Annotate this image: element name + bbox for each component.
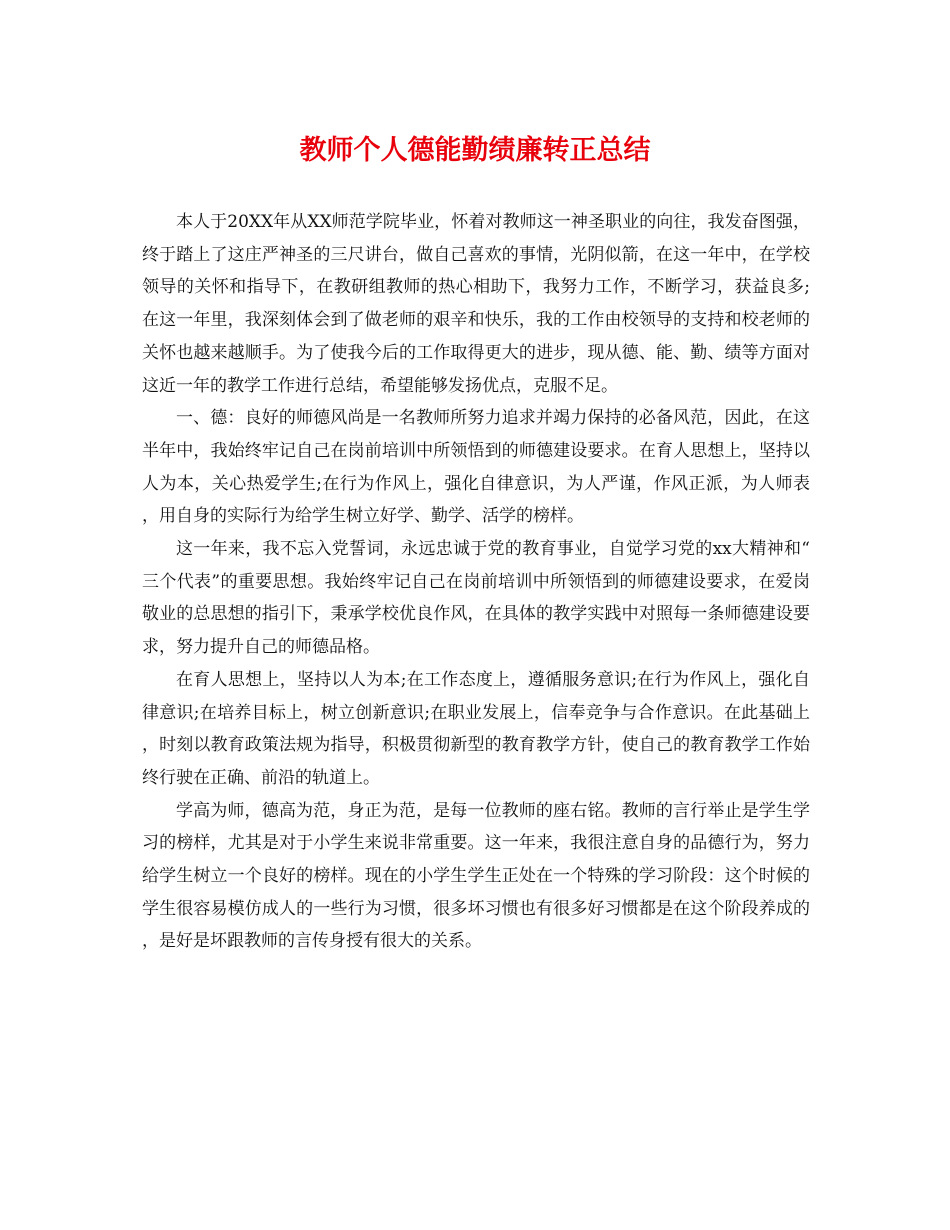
document-title: 教师个人德能勤绩廉转正总结 [299, 135, 651, 166]
document-body [142, 206, 810, 958]
paragraph-party-oath: 这一年来，我不忘入党誓词，永远忠诚于党的教育事业，自觉学习党的xx大精神和“三个代表”的重要思想。我始终牢记自己在岗前培训中所领悟到的师德建设要求，在爱岗敬业的总思想的指引下，秉承学校优良作风，在具体的教学实践中对照每一条师德建设要求，努力提升自己的师德品格。 [142, 539, 810, 658]
paragraph-education-thought: 在育人思想上，坚持以人为本;在工作态度上，遵循服务意识;在行为作风上，强化自律意识;在培养目标上，树立创新意识;在职业发展上，信奉竞争与合作意识。在此基础上，时刻以教育政策法规为指导，积极贯彻新型的教育教学方针，使自己的教育教学工作始终行驶在正确、前沿的轨道上。 [142, 669, 810, 788]
paragraph-role-model: 学高为师，德高为范，身正为范，是每一位教师的座右铭。教师的言行举止是学生学习的榜样，尤其是对于小学生来说非常重要。这一年来，我很注意自身的品德行为，努力给学生树立一个良好的榜样。现在的小学生学生正处在一个特殊的学习阶段：这个时候的学生很容易模仿成人的一些行为习惯，很多坏习惯也有很多好习惯都是在这个阶段养成的，是好是坏跟教师的言传身授有很大的关系。 [142, 800, 810, 952]
paragraph-intro: 本人于20XX年从XX师范学院毕业，怀着对教师这一神圣职业的向往，我发奋图强，终于踏上了这庄严神圣的三尺讲台，做自己喜欢的事情，光阴似箭，在这一年中，在学校领导的关怀和指导下，在教研组教师的热心相助下，我努力工作，不断学习，获益良多;在这一年里，我深刻体会到了做老师的艰辛和快乐，我的工作由校领导的支持和校老师的关怀也越来越顺手。为了使我今后的工作取得更大的进步，现从德、能、勤、绩等方面对这近一年的教学工作进行总结，希望能够发扬优点，克服不足。 [142, 212, 810, 396]
paragraph-virtue: 一、德：良好的师德风尚是一名教师所努力追求并竭力保持的必备风范，因此，在这半年中，我始终牢记自己在岗前培训中所领悟到的师德建设要求。在育人思想上，坚持以人为本，关心热爱学生;在行为作风上，强化自律意识，为人严谨，作风正派，为人师表，用自身的实际行为给学生树立好学、勤学、活学的榜样。 [142, 408, 810, 527]
